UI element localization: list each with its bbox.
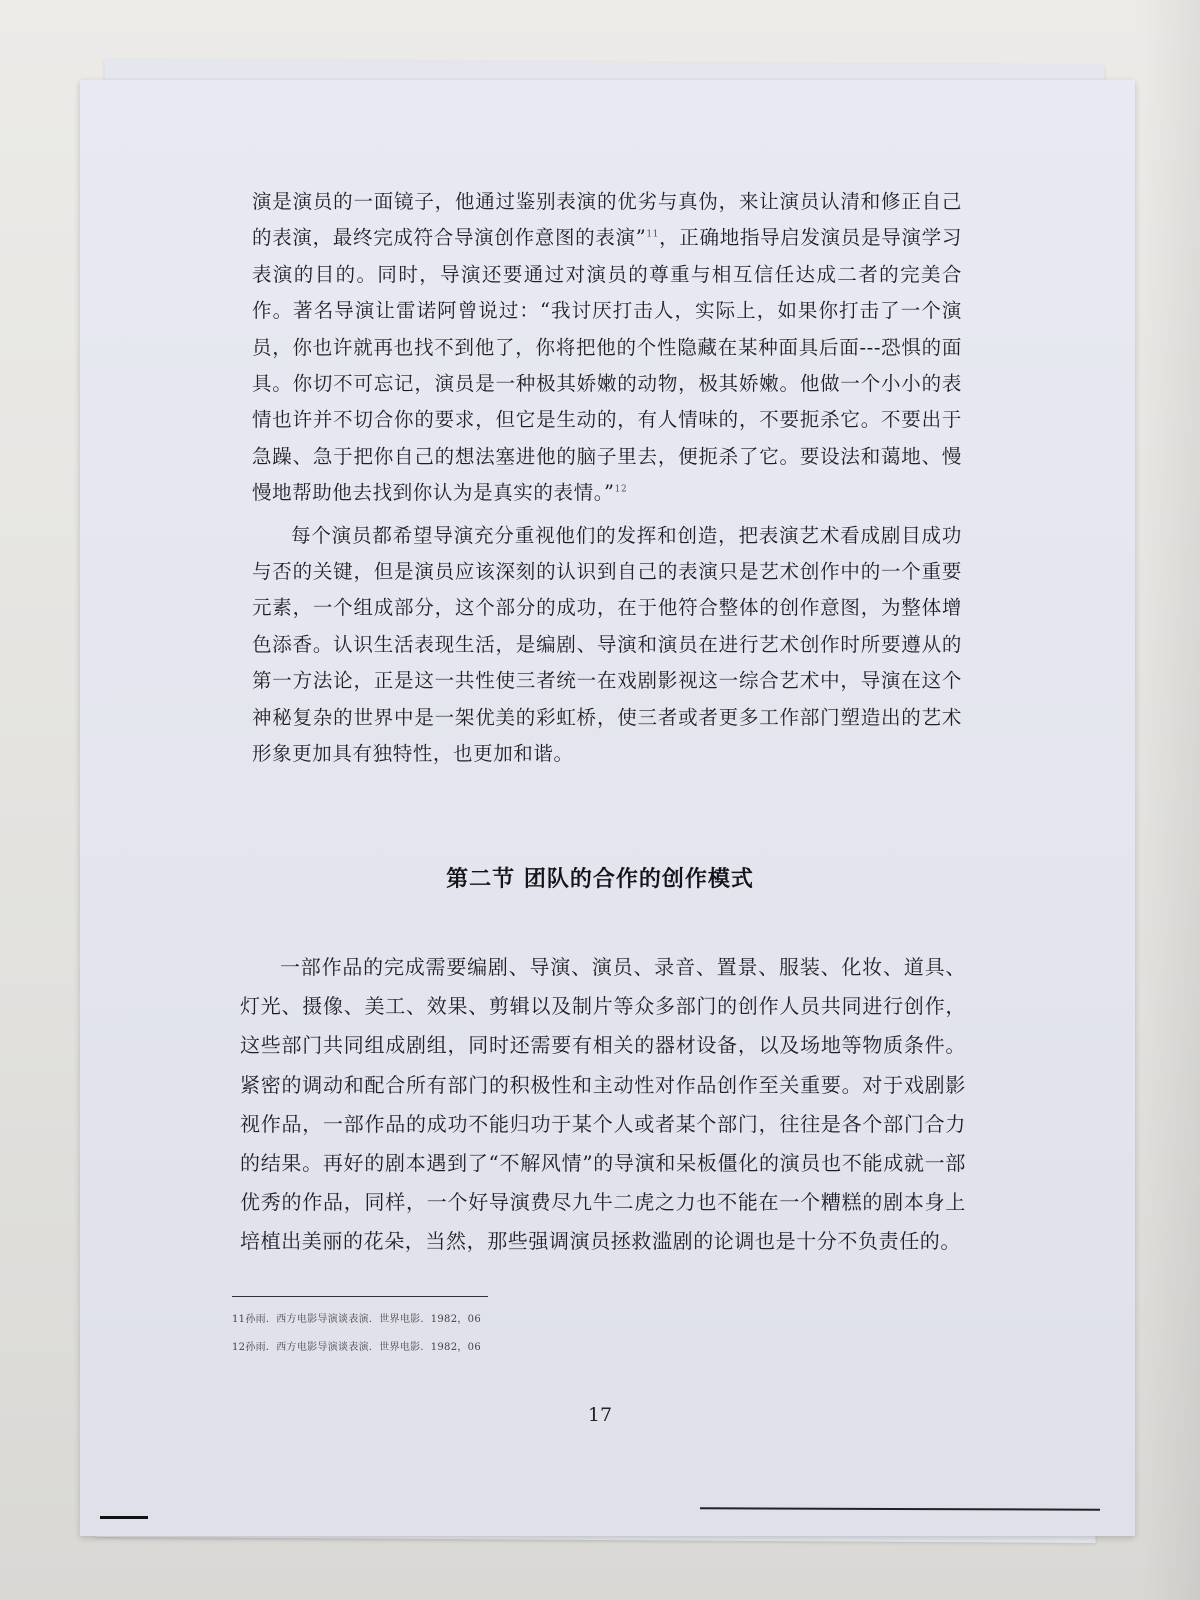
footnote-ref-11: 11 [646, 229, 659, 240]
paragraph-1-text-b: ，正确地指导启发演员是导演学习表演的目的。同时，导演还要通过对演员的尊重与相互信任达成二者的完美合作。著名导演让雷诺阿曾说过：“我讨厌打击人，实际上，如果你打击了一个演员，你也许就再也找不到他了，你将把他的个性隐藏在某种面具后面---恐惧的面具。你切不可忘记，演员是一种极其娇嫩的动物，极其娇嫩。他做一个小小的表情也许并不切合你的要求，但它是生动的，有人情味的，不要扼杀它。不要出于急躁、急于把你自己的想法塞进他的脑子里去，便扼杀了它。要设法和蔼地、慢慢地帮助他去找到你认为是真实的表情。” [252, 226, 962, 505]
footnote-ref-12: 12 [614, 484, 628, 495]
footnote-11: 11孙雨．西方电影导演谈表演．世界电影．1982，06 [232, 1314, 481, 1325]
paragraph-1 [252, 184, 962, 512]
paragraph-3: 一部作品的完成需要编剧、导演、演员、录音、置景、服装、化妆、道具、灯光、摄像、美工、效果、剪辑以及制片等众多部门的创作人员共同进行创作，这些部门共同组成剧组，同时还需要有相关的器材设备，以及场地等物质条件。紧密的调动和配合所有部门的积极性和主动性对作品创作至关重要。对于戏剧影视作品，一部作品的成功不能归功于某个人或者某个部门，往往是各个部门合力的结果。再好的剧本遇到了“不解风情”的导演和呆板僵化的演员也不能成就一部优秀的作品，同样，一个好导演费尽九牛二虎之力也不能在一个糟糕的剧本身上培植出美丽的花朵，当然，那些强调演员拯救滥剧的论调也是十分不负责任的。 [240, 955, 966, 1254]
scan-mark-left [100, 1516, 148, 1519]
paragraph-2: 每个演员都希望导演充分重视他们的发挥和创造，把表演艺术看成剧目成功与否的关键，但是演员应该深刻的认识到自己的表演只是艺术创作中的一个重要元素，一个组成部分，这个部分的成功，在于他符合整体的创作意图，为整体增色添香。认识生活表现生活，是编剧、导演和演员在进行艺术创作时所要遵从的第一方法论，正是这一共性使三者统一在戏剧影视这一综合艺术中，导演在这个神秘复杂的世界中是一架优美的彩虹桥，使三者或者更多工作部门塑造出的艺术形象更加具有独特性，也更加和谐。 [252, 523, 962, 766]
section-title: 第二节 团队的合作的创作模式 [446, 867, 754, 892]
paragraph-1-text-a: 演是演员的一面镜子，他通过鉴别表演的优劣与真伪，来让演员认清和修正自己的表演，最终完成符合导演创作意图的表演” [252, 190, 962, 250]
body-text-part2 [240, 948, 966, 1262]
desk-surface [1140, 0, 1200, 1600]
page-number: 17 [587, 1404, 613, 1426]
footnote-12: 12孙雨．西方电影导演谈表演．世界电影．1982，06 [232, 1342, 481, 1353]
footnote-divider [232, 1296, 488, 1297]
body-text-part1 [252, 184, 962, 773]
